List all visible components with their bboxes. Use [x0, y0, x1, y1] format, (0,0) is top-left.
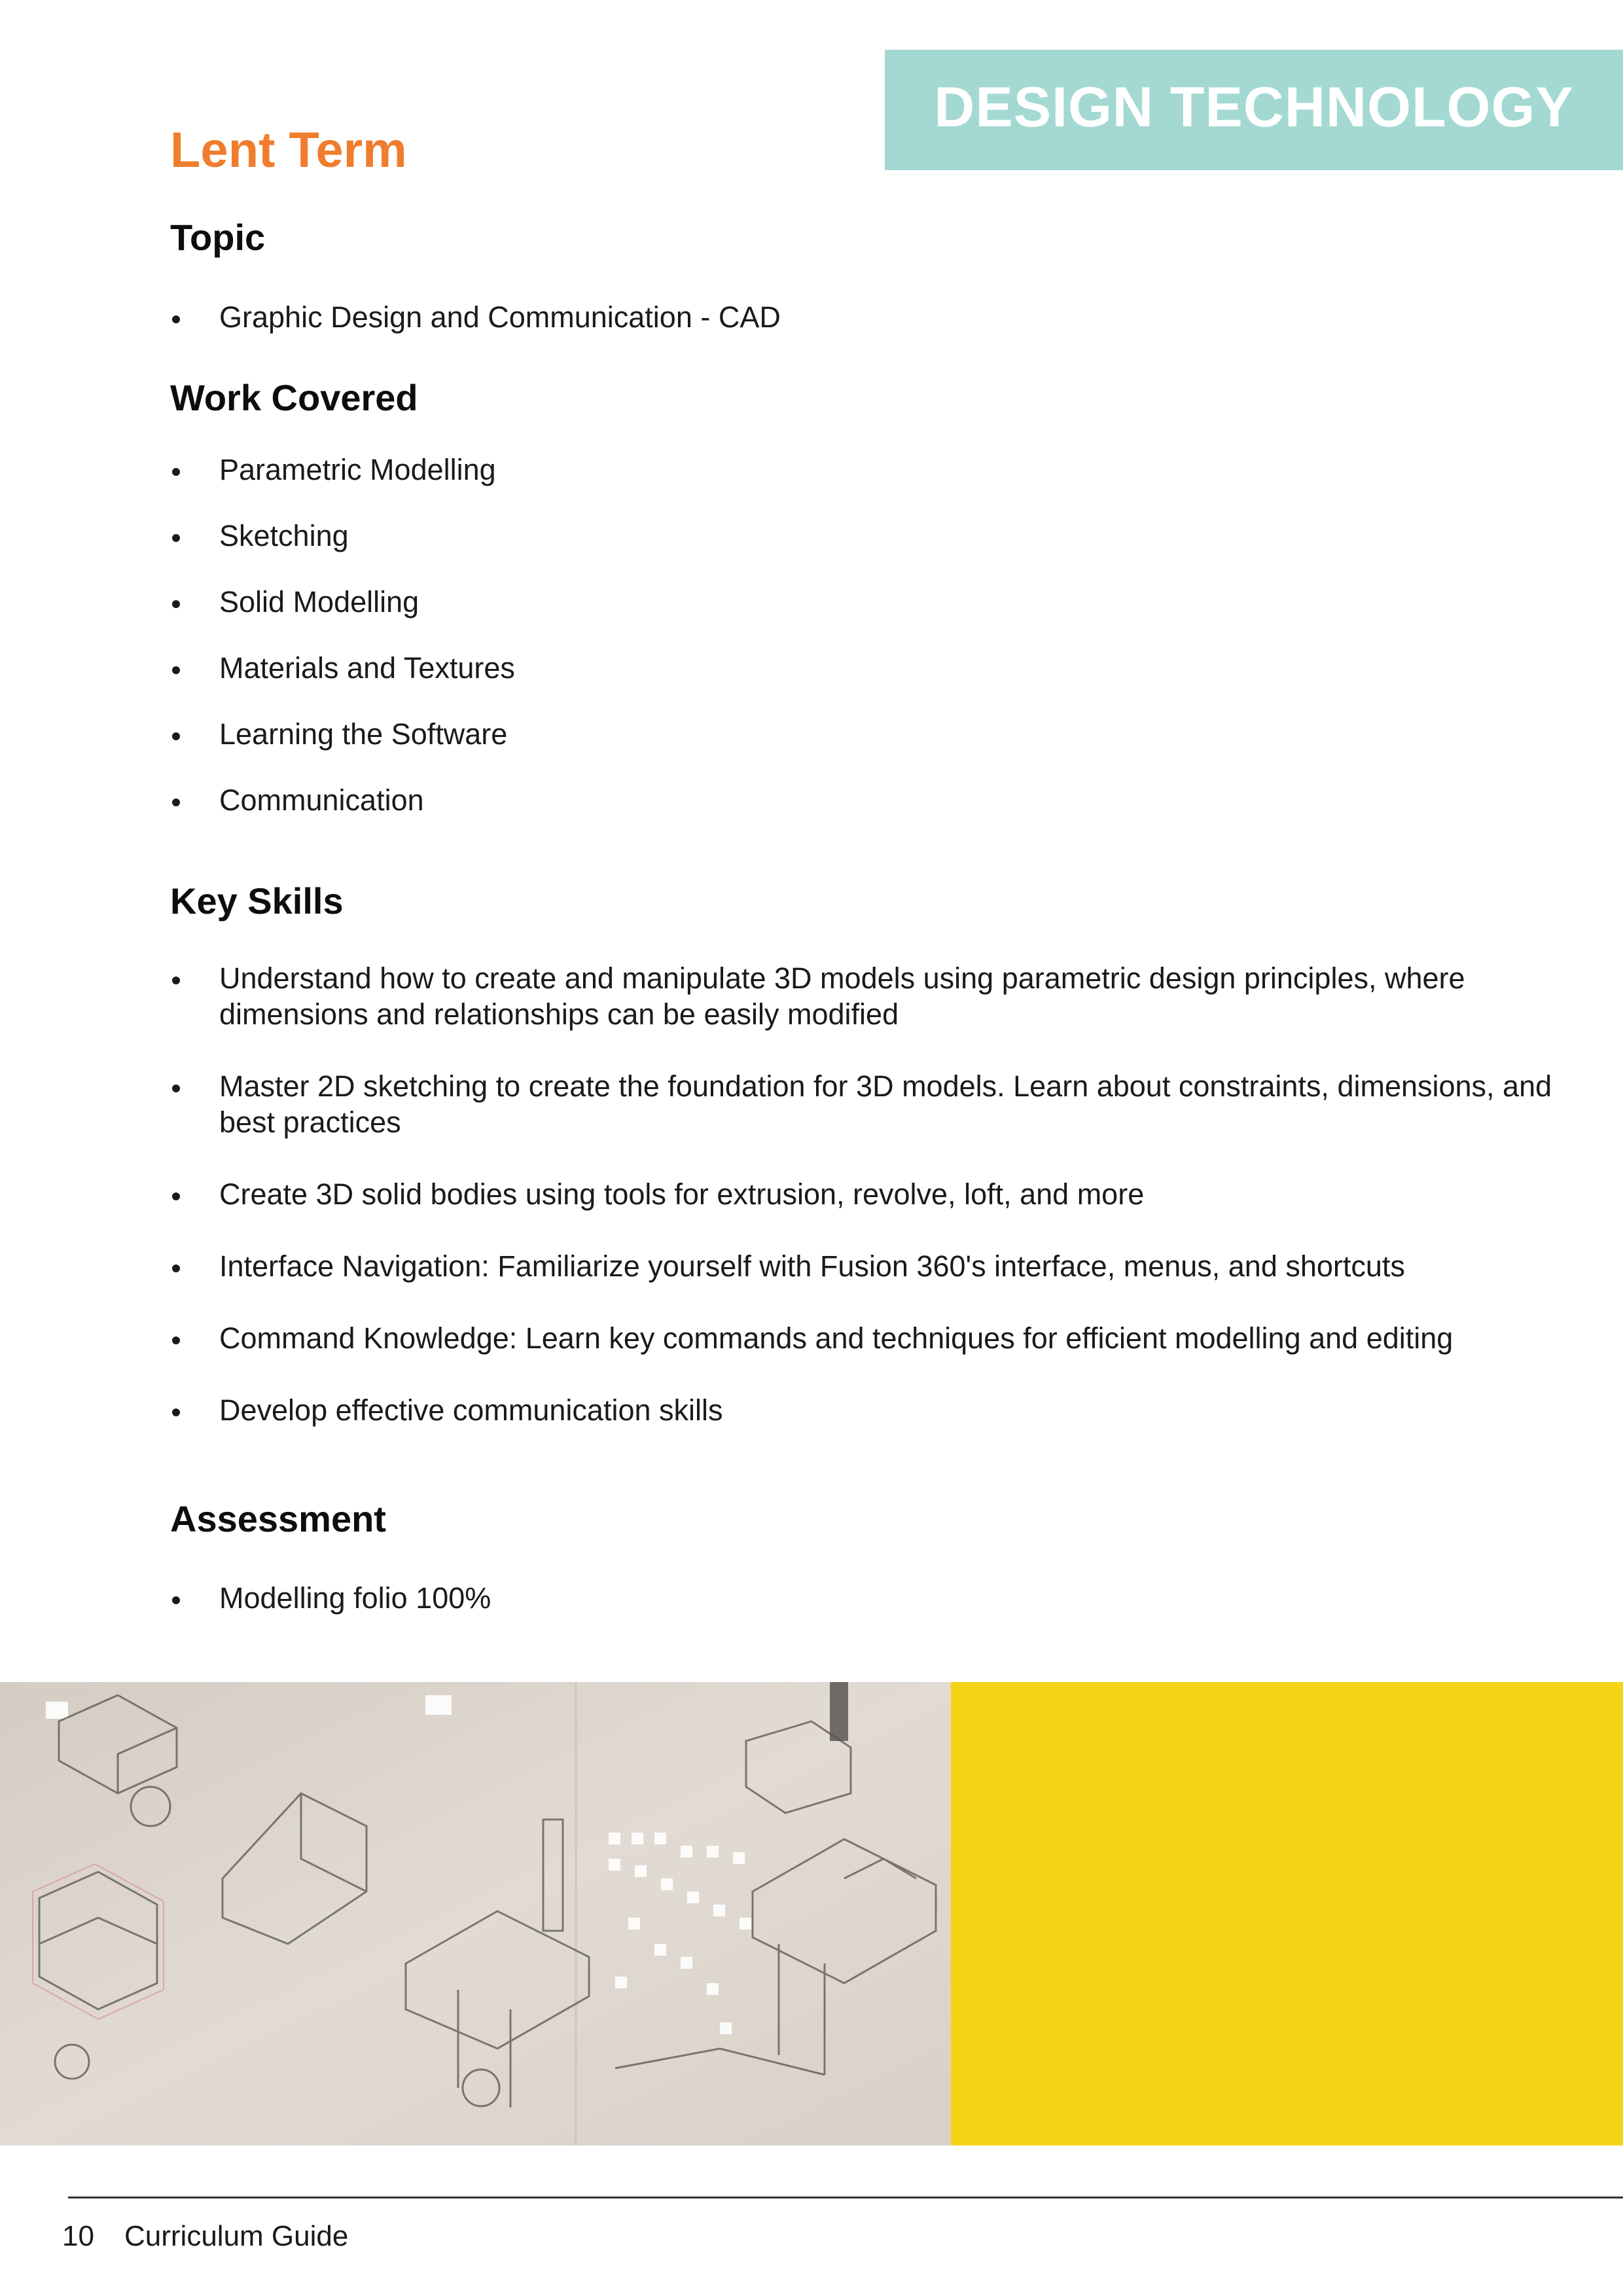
- list-item: Materials and Textures: [170, 650, 1597, 686]
- list-item: Interface Navigation: Familiarize yourself with Fusion 360's interface, menus, and shortcuts: [170, 1248, 1597, 1284]
- term-title: Lent Term: [170, 122, 407, 178]
- list-item: Learning the Software: [170, 716, 1597, 752]
- list-item: Modelling folio 100%: [170, 1580, 1597, 1616]
- list-item: Communication: [170, 782, 1597, 818]
- list-item: Command Knowledge: Learn key commands and techniques for efficient modelling and editing: [170, 1320, 1597, 1356]
- topic-heading: Topic: [170, 217, 266, 258]
- list-item: Develop effective communication skills: [170, 1392, 1597, 1428]
- key-skills-list: [170, 960, 1597, 1428]
- topic-list: [170, 299, 1597, 335]
- key-skills-heading: Key Skills: [170, 880, 344, 922]
- work-covered-heading: Work Covered: [170, 377, 418, 418]
- subject-banner: [885, 50, 1623, 170]
- list-item: Sketching: [170, 518, 1597, 554]
- list-item: Graphic Design and Communication - CAD: [170, 299, 1597, 335]
- cad-sketches-photo: [0, 1682, 951, 2145]
- footer-rule: [68, 2197, 1623, 2198]
- page-number: 10: [62, 2220, 94, 2252]
- list-item: Create 3D solid bodies using tools for extrusion, revolve, loft, and more: [170, 1176, 1597, 1212]
- list-item: Solid Modelling: [170, 584, 1597, 620]
- assessment-heading: Assessment: [170, 1498, 386, 1539]
- subject-title: DESIGN TECHNOLOGY: [934, 75, 1574, 139]
- yellow-block: [951, 1682, 1623, 2145]
- list-item: Master 2D sketching to create the foundation for 3D models. Learn about constraints, dimensions, and best practices: [170, 1068, 1597, 1140]
- work-covered-list: [170, 452, 1597, 818]
- assessment-list: [170, 1580, 1597, 1616]
- list-item: Understand how to create and manipulate 3D models using parametric design principles, where dimensions and relationships can be easily modified: [170, 960, 1597, 1032]
- list-item: Parametric Modelling: [170, 452, 1597, 488]
- footer-title: Curriculum Guide: [124, 2220, 349, 2252]
